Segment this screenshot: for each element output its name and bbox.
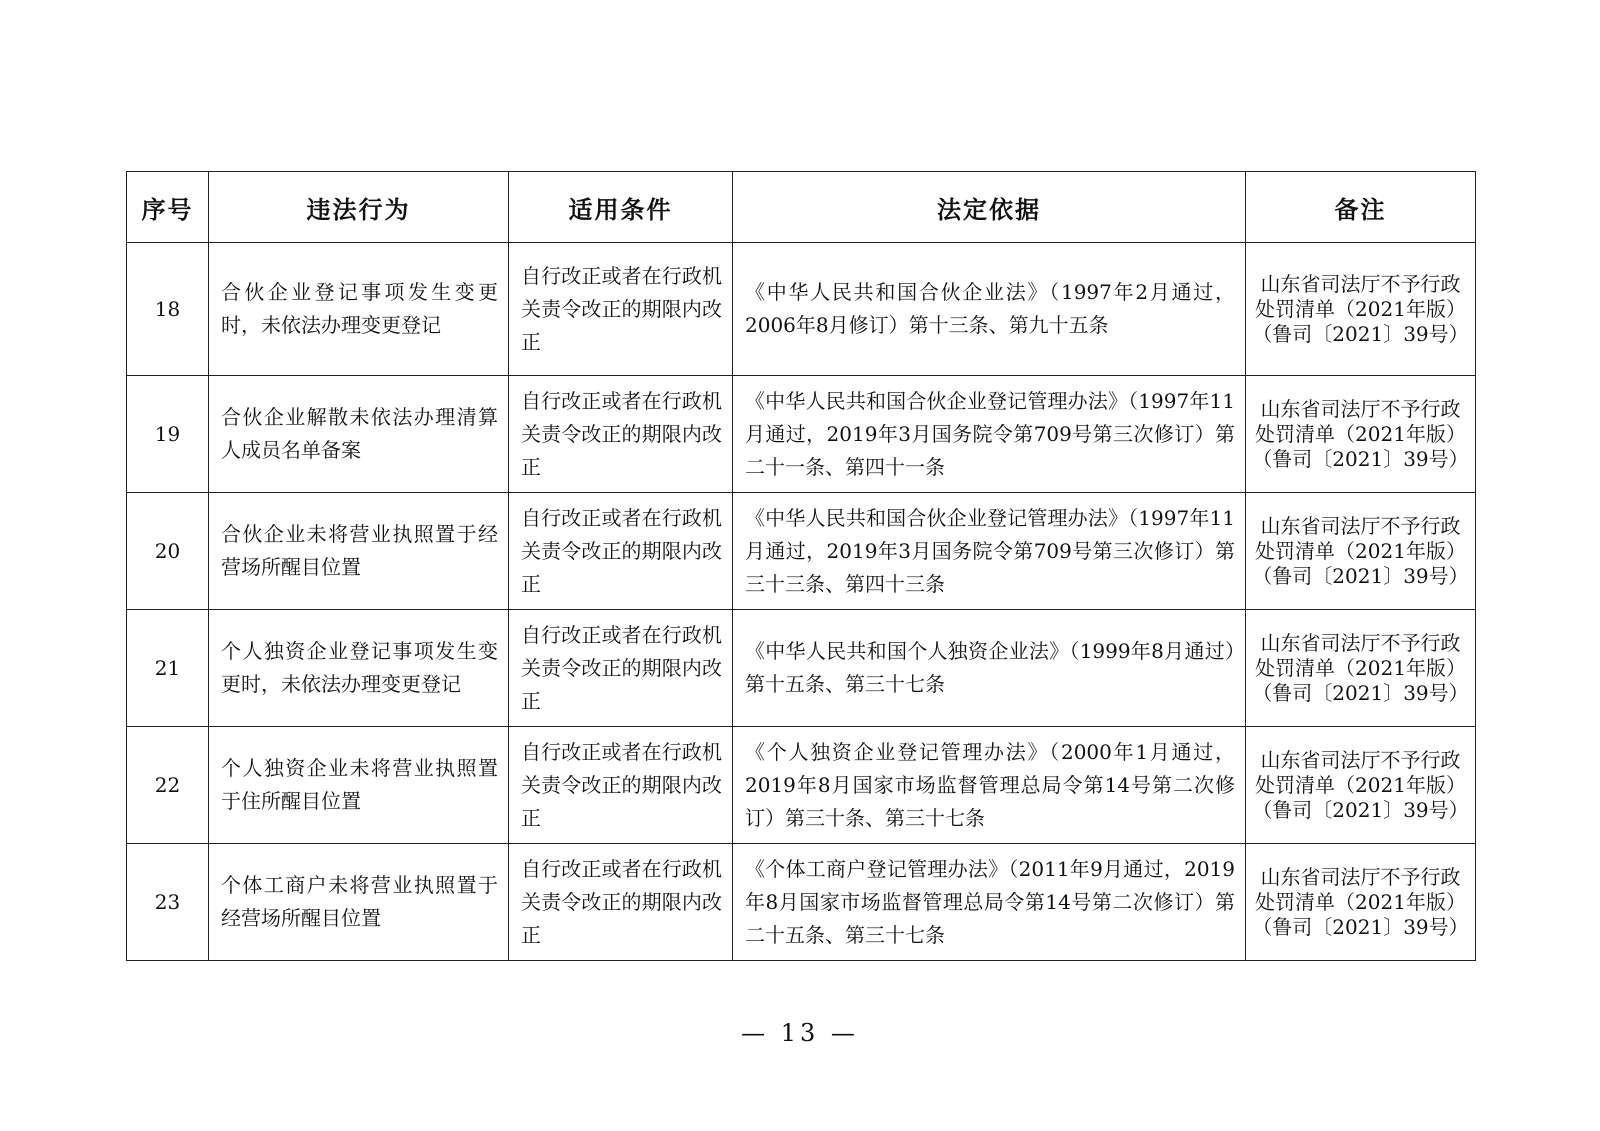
cell-violation: 合伙企业未将营业执照置于经营场所醒目位置: [209, 493, 509, 610]
cell-remarks: 山东省司法厅不予行政处罚清单（2021年版）（鲁司〔2021〕39号）: [1246, 376, 1476, 493]
cell-legal-basis: 《中华人民共和国合伙企业登记管理办法》（1997年11月通过，2019年3月国务院令第709号第三次修订）第二十一条、第四十一条: [733, 376, 1246, 493]
cell-serial-number: 18: [127, 243, 209, 376]
cell-condition: 自行改正或者在行政机关责令改正的期限内改正: [509, 727, 733, 844]
cell-remarks: 山东省司法厅不予行政处罚清单（2021年版）（鲁司〔2021〕39号）: [1246, 610, 1476, 727]
cell-violation: 个人独资企业未将营业执照置于住所醒目位置: [209, 727, 509, 844]
cell-condition: 自行改正或者在行政机关责令改正的期限内改正: [509, 376, 733, 493]
cell-remarks: 山东省司法厅不予行政处罚清单（2021年版）（鲁司〔2021〕39号）: [1246, 493, 1476, 610]
header-violation: 违法行为: [209, 172, 509, 243]
cell-legal-basis: 《个体工商户登记管理办法》（2011年9月通过，2019年8月国家市场监督管理总局令第14号第二次修订）第二十五条、第三十七条: [733, 844, 1246, 961]
cell-serial-number: 21: [127, 610, 209, 727]
penalty-exemption-table: [126, 171, 1476, 961]
cell-legal-basis: 《中华人民共和国个人独资企业法》（1999年8月通过）第十五条、第三十七条: [733, 610, 1246, 727]
cell-violation: 个体工商户未将营业执照置于经营场所醒目位置: [209, 844, 509, 961]
cell-condition: 自行改正或者在行政机关责令改正的期限内改正: [509, 243, 733, 376]
header-remarks: 备注: [1246, 172, 1476, 243]
page-number: — 13 —: [741, 1019, 859, 1047]
cell-legal-basis: 《个人独资企业登记管理办法》（2000年1月通过，2019年8月国家市场监督管理总局令第14号第二次修订）第三十条、第三十七条: [733, 727, 1246, 844]
cell-serial-number: 22: [127, 727, 209, 844]
header-serial-number: 序号: [127, 172, 209, 243]
cell-serial-number: 20: [127, 493, 209, 610]
cell-condition: 自行改正或者在行政机关责令改正的期限内改正: [509, 844, 733, 961]
table-row: [127, 493, 1476, 610]
header-condition: 适用条件: [509, 172, 733, 243]
cell-remarks: 山东省司法厅不予行政处罚清单（2021年版）（鲁司〔2021〕39号）: [1246, 243, 1476, 376]
cell-violation: 合伙企业登记事项发生变更时，未依法办理变更登记: [209, 243, 509, 376]
cell-remarks: 山东省司法厅不予行政处罚清单（2021年版）（鲁司〔2021〕39号）: [1246, 727, 1476, 844]
cell-violation: 合伙企业解散未依法办理清算人成员名单备案: [209, 376, 509, 493]
cell-remarks: 山东省司法厅不予行政处罚清单（2021年版）（鲁司〔2021〕39号）: [1246, 844, 1476, 961]
cell-legal-basis: 《中华人民共和国合伙企业法》（1997年2月通过，2006年8月修订）第十三条、第九十五条: [733, 243, 1246, 376]
cell-serial-number: 23: [127, 844, 209, 961]
cell-serial-number: 19: [127, 376, 209, 493]
table-row: [127, 376, 1476, 493]
table-row: [127, 610, 1476, 727]
table-row: [127, 727, 1476, 844]
table-header-row: [127, 172, 1476, 243]
cell-legal-basis: 《中华人民共和国合伙企业登记管理办法》（1997年11月通过，2019年3月国务院令第709号第三次修订）第三十三条、第四十三条: [733, 493, 1246, 610]
table-row: [127, 844, 1476, 961]
cell-condition: 自行改正或者在行政机关责令改正的期限内改正: [509, 493, 733, 610]
table-row: [127, 243, 1476, 376]
header-legal-basis: 法定依据: [733, 172, 1246, 243]
cell-violation: 个人独资企业登记事项发生变更时，未依法办理变更登记: [209, 610, 509, 727]
cell-condition: 自行改正或者在行政机关责令改正的期限内改正: [509, 610, 733, 727]
